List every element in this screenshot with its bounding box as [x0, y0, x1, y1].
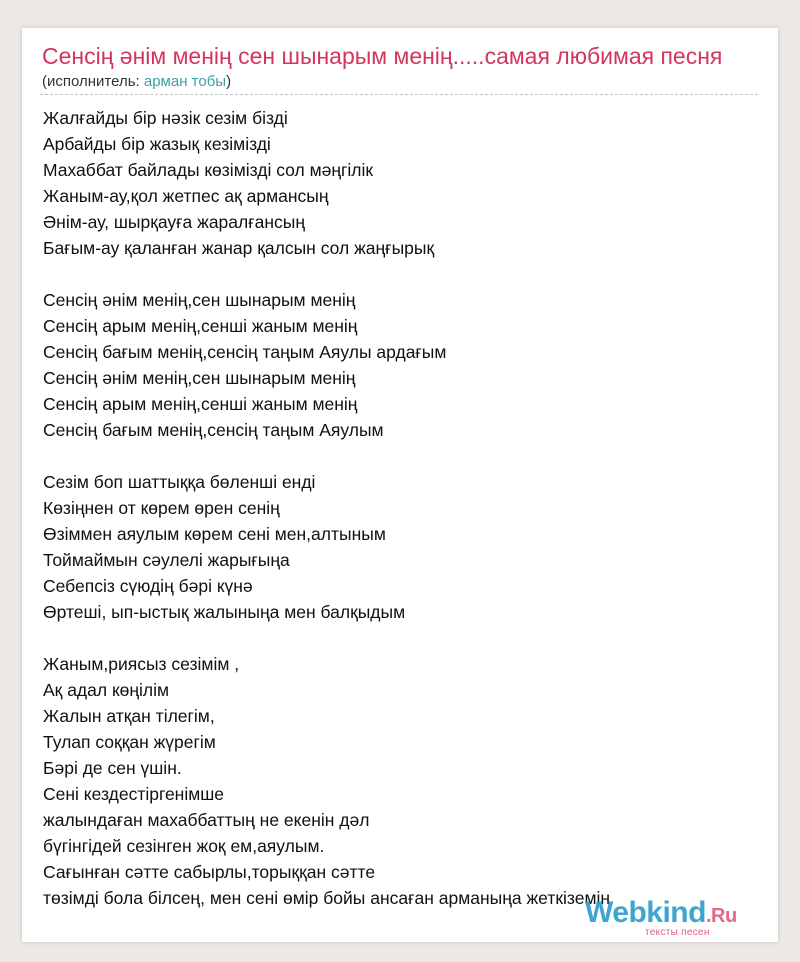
lyric-line: Себепсіз сүюдің бәрі күнә: [43, 576, 253, 596]
lyric-line: Өртеші, ып-ыстық жалыныңа мен балқыдым: [43, 602, 406, 622]
lyric-line: Жаным-ау,қол жетпес ақ армансың: [43, 186, 329, 206]
watermark-tld: .Ru: [705, 905, 737, 927]
lyric-line: Сені кездестіргенімше: [43, 784, 225, 804]
watermark-brand-text: Webkind: [585, 896, 706, 929]
lyric-line: Сенсің бағым менің,сенсің таңым Аяулым: [43, 420, 384, 440]
lyric-line: Сағынған сәтте сабырлы,торыққан сәтте: [43, 862, 376, 882]
lyric-line: Ақ адал көңілім: [43, 680, 170, 700]
artist-line: [42, 73, 231, 91]
lyric-line: Сезім боп шаттыққа бөленші енді: [43, 472, 316, 492]
lyric-line: Тулап соққан жүрегім: [43, 732, 216, 752]
lyric-line: Бәрі де сен үшін.: [43, 758, 182, 778]
lyrics-stanza: [43, 105, 763, 261]
lyric-line: Өзіммен аяулым көрем сені мен,алтыным: [43, 524, 386, 544]
watermark-tagline: тексты песен: [645, 927, 710, 938]
lyric-line: Көзіңнен от көрем өрен сенің: [43, 498, 280, 518]
artist-prefix: (исполнитель:: [42, 73, 144, 90]
song-title: Сенсің әнім менің сен шынарым менің.....самая любимая песня: [42, 43, 723, 69]
artist-link[interactable]: арман тобы: [143, 73, 227, 90]
title-divider: [40, 94, 758, 95]
lyric-line: Жаным,риясыз сезімім ,: [43, 654, 240, 674]
lyrics-stanza: [43, 469, 763, 625]
lyric-line: Бағым-ау қаланған жанар қалсын сол жаңғырық: [43, 238, 435, 258]
lyric-line: Арбайды бір жазық кезімізді: [43, 134, 271, 154]
lyric-line: Сенсің әнім менің,сен шынарым менің: [43, 290, 356, 310]
artist-suffix: ): [226, 73, 232, 90]
lyric-line: төзімді бола білсең, мен сені өмір бойы ансаған арманыңа жеткіземін: [43, 888, 611, 908]
lyric-line: Сенсің бағым менің,сенсің таңым Аяулы ардағым: [43, 342, 447, 362]
lyric-line: Сенсің арым менің,сенші жаным менің: [43, 316, 358, 336]
lyric-line: Жалғайды бір нәзік сезім бізді: [43, 108, 288, 128]
lyric-line: жалындаған махаббаттың не екенін дәл: [43, 810, 370, 830]
lyric-line: Махаббат байлады көзімізді сол мәңгілік: [43, 160, 374, 180]
lyrics-stanza: [43, 651, 763, 911]
lyrics-body: [43, 105, 763, 911]
lyric-line: Тоймаймын сәулелі жарығыңа: [43, 550, 290, 570]
lyric-line: Сенсің арым менің,сенші жаным менің: [43, 394, 358, 414]
lyric-line: Жалын атқан тілегім,: [43, 706, 215, 726]
lyric-line: Әнім-ау, шырқауға жаралғансың: [43, 212, 305, 232]
lyric-line: Сенсің әнім менің,сен шынарым менің: [43, 368, 356, 388]
lyric-line: бүгінгідей сезінген жоқ ем,аяулым.: [43, 836, 325, 856]
webkind-watermark: [585, 896, 785, 946]
lyrics-page: [22, 28, 778, 942]
lyrics-stanza: [43, 287, 763, 443]
